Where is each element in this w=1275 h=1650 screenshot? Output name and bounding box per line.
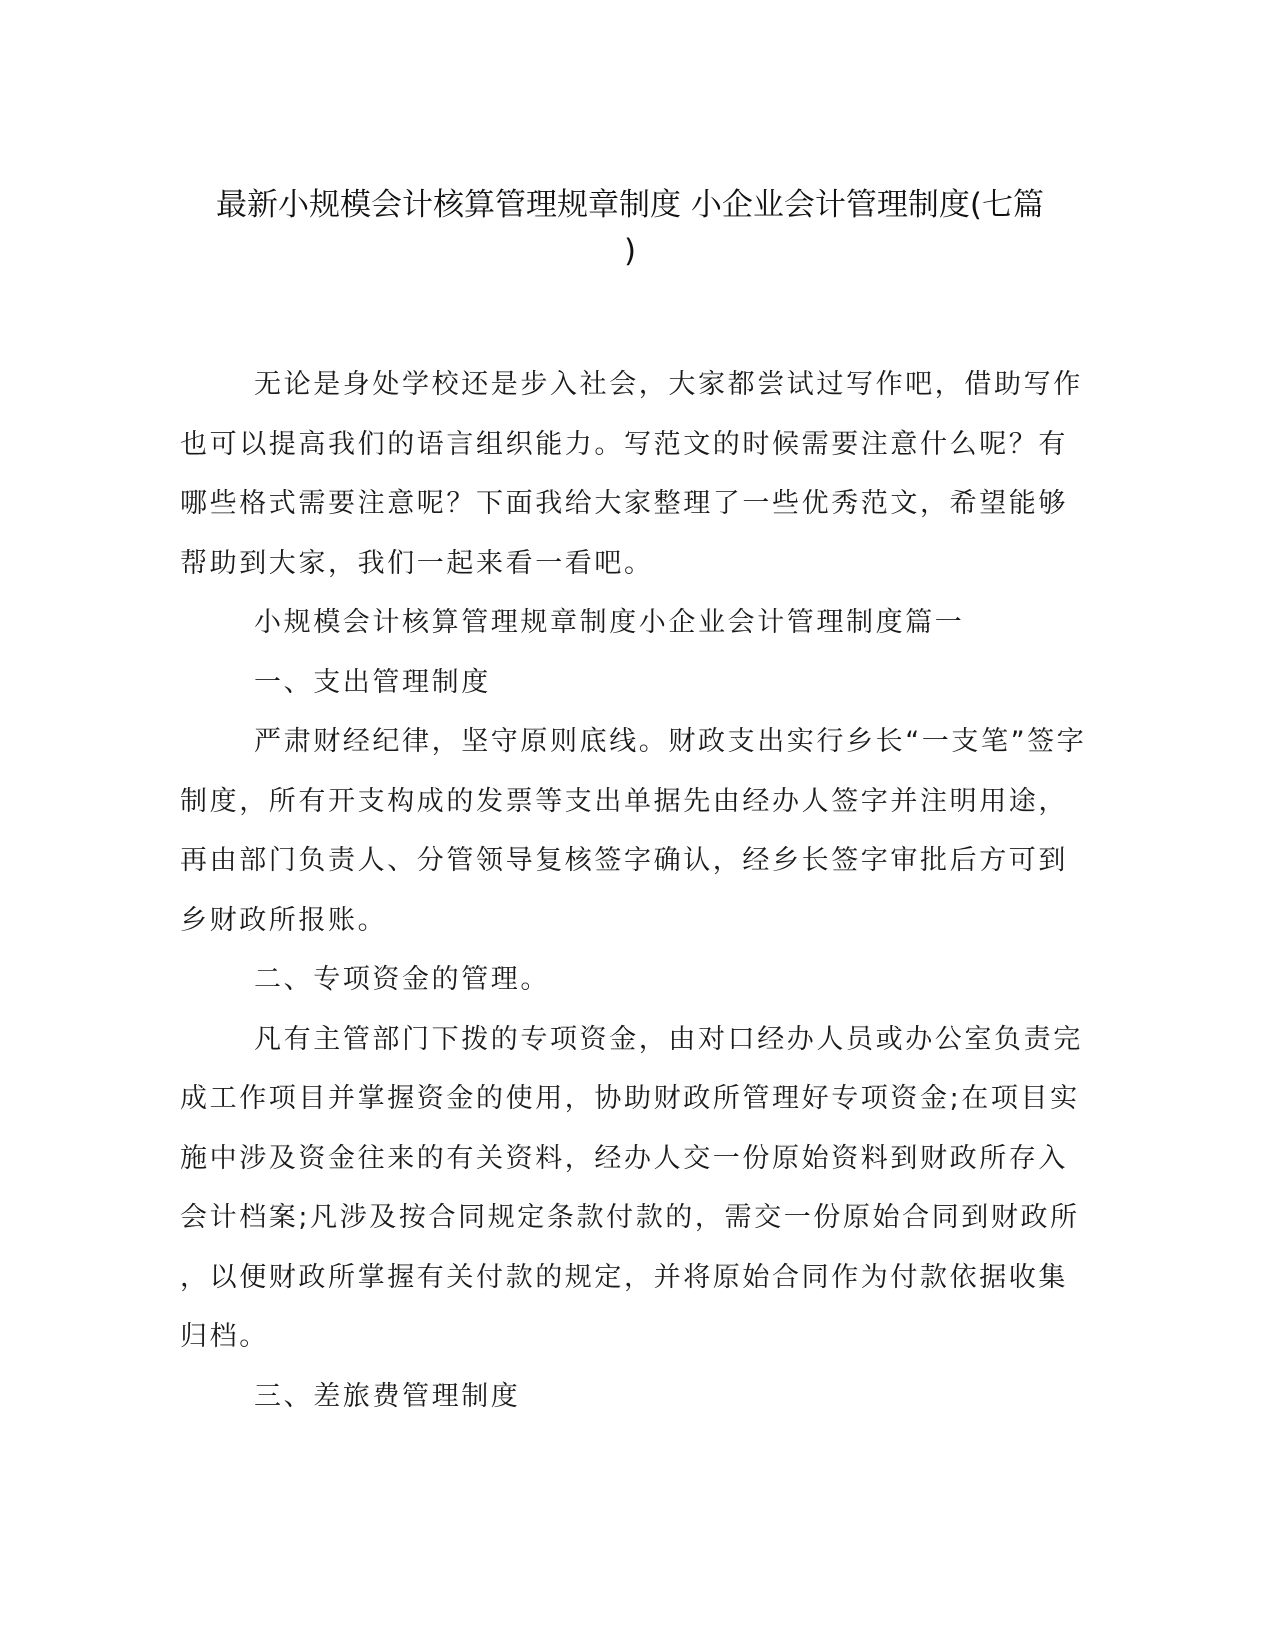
heading-travel-expenses xyxy=(180,1367,1040,1427)
section-heading xyxy=(180,593,1040,653)
document-body xyxy=(180,355,1087,1426)
text-line: 制度，所有开支构成的发票等支出单据先由经办人签字并注明用途， xyxy=(180,785,1068,817)
text-line: 一、支出管理制度 xyxy=(254,666,491,698)
paragraph-special-funds xyxy=(180,1010,1083,1367)
text-line: ，以便财政所掌握有关付款的规定，并将原始合同作为付款依据收集 xyxy=(180,1261,1068,1293)
document-title xyxy=(180,182,1080,274)
text-line: 三、差旅费管理制度 xyxy=(254,1380,521,1412)
text-line: 会计档案;凡涉及按合同规定条款付款的，需交一份原始合同到财政所 xyxy=(180,1202,1080,1233)
text-line: 成工作项目并掌握资金的使用，协助财政所管理好专项资金;在项目实 xyxy=(180,1083,1080,1114)
intro-paragraph xyxy=(180,355,1083,593)
text-line: 凡有主管部门下拨的专项资金，由对口经办人员或办公室负责完 xyxy=(254,1023,1083,1055)
text-line: 归档。 xyxy=(180,1321,269,1352)
text-line: 无论是身处学校还是步入社会，大家都尝试过写作吧，借助写作 xyxy=(254,369,1083,400)
text-line: 帮助到大家，我们一起来看一看吧。 xyxy=(180,547,654,579)
text-line: 二、专项资金的管理。 xyxy=(254,964,550,995)
title-line: ) xyxy=(623,233,637,269)
text-line: 小规模会计核算管理规章制度小企业会计管理制度篇一 xyxy=(254,607,965,638)
text-line: 哪些格式需要注意呢？下面我给大家整理了一些优秀范文，希望能够 xyxy=(180,488,1068,519)
title-line: 最新小规模会计核算管理规章制度 小企业会计管理制度(七篇 xyxy=(216,187,1044,223)
text-line: 也可以提高我们的语言组织能力。写范文的时候需要注意什么呢？有 xyxy=(180,428,1068,460)
text-line: 施中涉及资金往来的有关资料，经办人交一份原始资料到财政所存入 xyxy=(180,1142,1068,1174)
text-line: 乡财政所报账。 xyxy=(180,904,388,936)
paragraph-expense-management xyxy=(180,712,1087,950)
text-line: 再由部门负责人、分管领导复核签字确认，经乡长签字审批后方可到 xyxy=(180,845,1068,876)
heading-expense-management xyxy=(180,653,1040,713)
text-line: 严肃财经纪律，坚守原则底线。财政支出实行乡长“一支笔”签字 xyxy=(254,726,1087,757)
heading-special-funds xyxy=(180,950,1040,1010)
